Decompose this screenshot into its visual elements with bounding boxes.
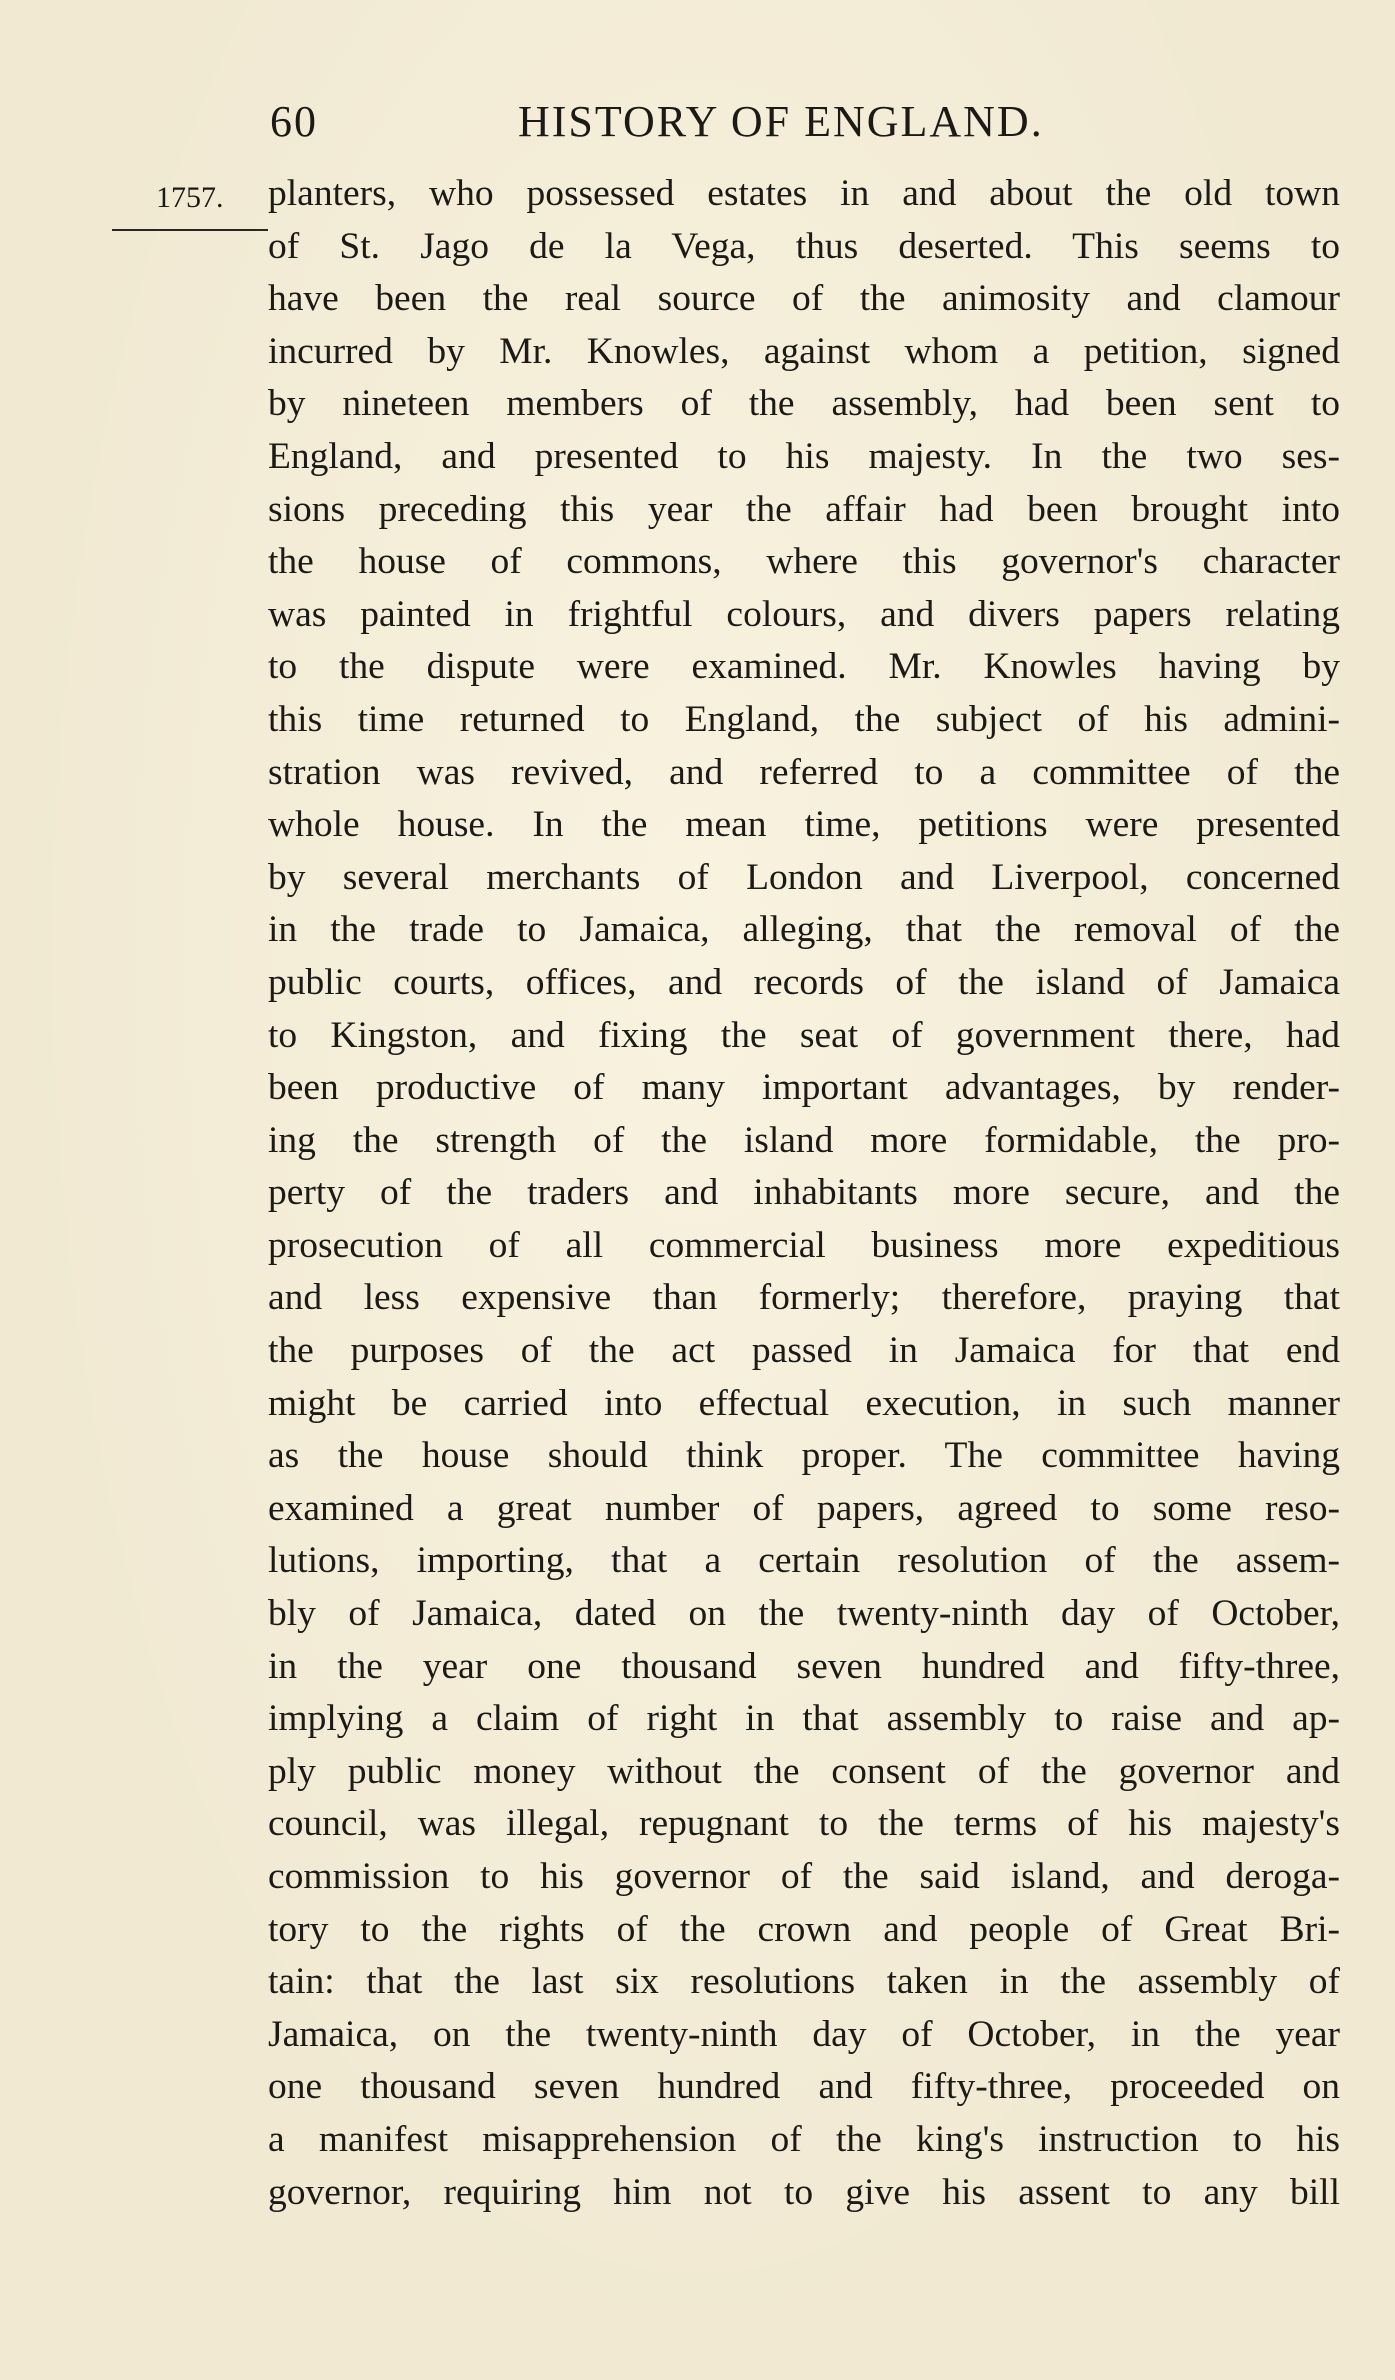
text-line: by several merchants of London and Liverpool, concerned [268, 856, 1340, 898]
text-line: one thousand seven hundred and fifty-three, proceeded on [268, 2066, 1340, 2108]
text-line: sions preceding this year the affair had been brought into [268, 488, 1340, 530]
text-line: tain: that the last six resolutions taken in the assembly of [268, 1961, 1340, 2003]
running-head [270, 92, 1130, 152]
text-line: of St. Jago de la Vega, thus deserted. This seems to [268, 225, 1340, 267]
text-line: perty of the traders and inhabitants more secure, and the [268, 1172, 1340, 1214]
text-line: governor, requiring him not to give his assent to any bill [268, 2171, 1340, 2213]
text-line: and less expensive than formerly; therefore, praying that [268, 1277, 1340, 1319]
text-line: stration was revived, and referred to a committee of the [268, 751, 1340, 793]
text-line: ply public money without the consent of the governor and [268, 1750, 1340, 1792]
text-line: ing the strength of the island more formidable, the pro- [268, 1119, 1340, 1161]
running-title: HISTORY OF ENGLAND. [518, 97, 1044, 146]
margin-rule [112, 229, 268, 231]
text-line: council, was illegal, repugnant to the terms of his majesty's [268, 1803, 1340, 1845]
text-line: to Kingston, and fixing the seat of government there, had [268, 1014, 1340, 1056]
text-line: might be carried into effectual execution, in such manner [268, 1382, 1340, 1424]
text-line: Jamaica, on the twenty-ninth day of October, in the year [268, 2013, 1340, 2055]
text-line: tory to the rights of the crown and people of Great Bri- [268, 1908, 1340, 1950]
text-line: as the house should think proper. The committee having [268, 1435, 1340, 1477]
text-line: planters, who possessed estates in and about the old town [268, 173, 1340, 214]
text-line: prosecution of all commercial business more expeditious [268, 1224, 1340, 1266]
text-line: the purposes of the act passed in Jamaica for that end [268, 1330, 1340, 1372]
margin-year-note: 1757. [156, 181, 224, 214]
text-line: by nineteen members of the assembly, had been sent to [268, 383, 1340, 425]
text-line: commission to his governor of the said island, and deroga- [268, 1856, 1340, 1897]
text-line: the house of commons, where this governor's character [268, 541, 1340, 583]
text-line: examined a great number of papers, agreed to some reso- [268, 1487, 1340, 1529]
text-line: bly of Jamaica, dated on the twenty-ninth day of October, [268, 1593, 1340, 1635]
text-line: in the year one thousand seven hundred and fifty-three, [268, 1645, 1340, 1687]
text-line: England, and presented to his majesty. In the two ses- [268, 435, 1340, 477]
page-number: 60 [270, 97, 318, 146]
text-line: to the dispute were examined. Mr. Knowles having by [268, 646, 1340, 688]
text-line: public courts, offices, and records of the island of Jamaica [268, 961, 1340, 1003]
text-line: this time returned to England, the subject of his admini- [268, 698, 1340, 740]
text-line: in the trade to Jamaica, alleging, that the removal of the [268, 909, 1340, 951]
text-line: was painted in frightful colours, and divers papers relating [268, 593, 1340, 635]
text-line: been productive of many important advantages, by render- [268, 1067, 1340, 1109]
text-line: lutions, importing, that a certain resolution of the assem- [268, 1540, 1340, 1582]
text-line: a manifest misapprehension of the king's instruction to his [268, 2118, 1340, 2160]
text-line: incurred by Mr. Knowles, against whom a petition, signed [268, 330, 1340, 372]
body-text [268, 168, 1340, 2219]
text-line: have been the real source of the animosity and clamour [268, 278, 1340, 320]
text-line: whole house. In the mean time, petitions were presented [268, 804, 1340, 846]
text-line: implying a claim of right in that assembly to raise and ap- [268, 1698, 1340, 1740]
